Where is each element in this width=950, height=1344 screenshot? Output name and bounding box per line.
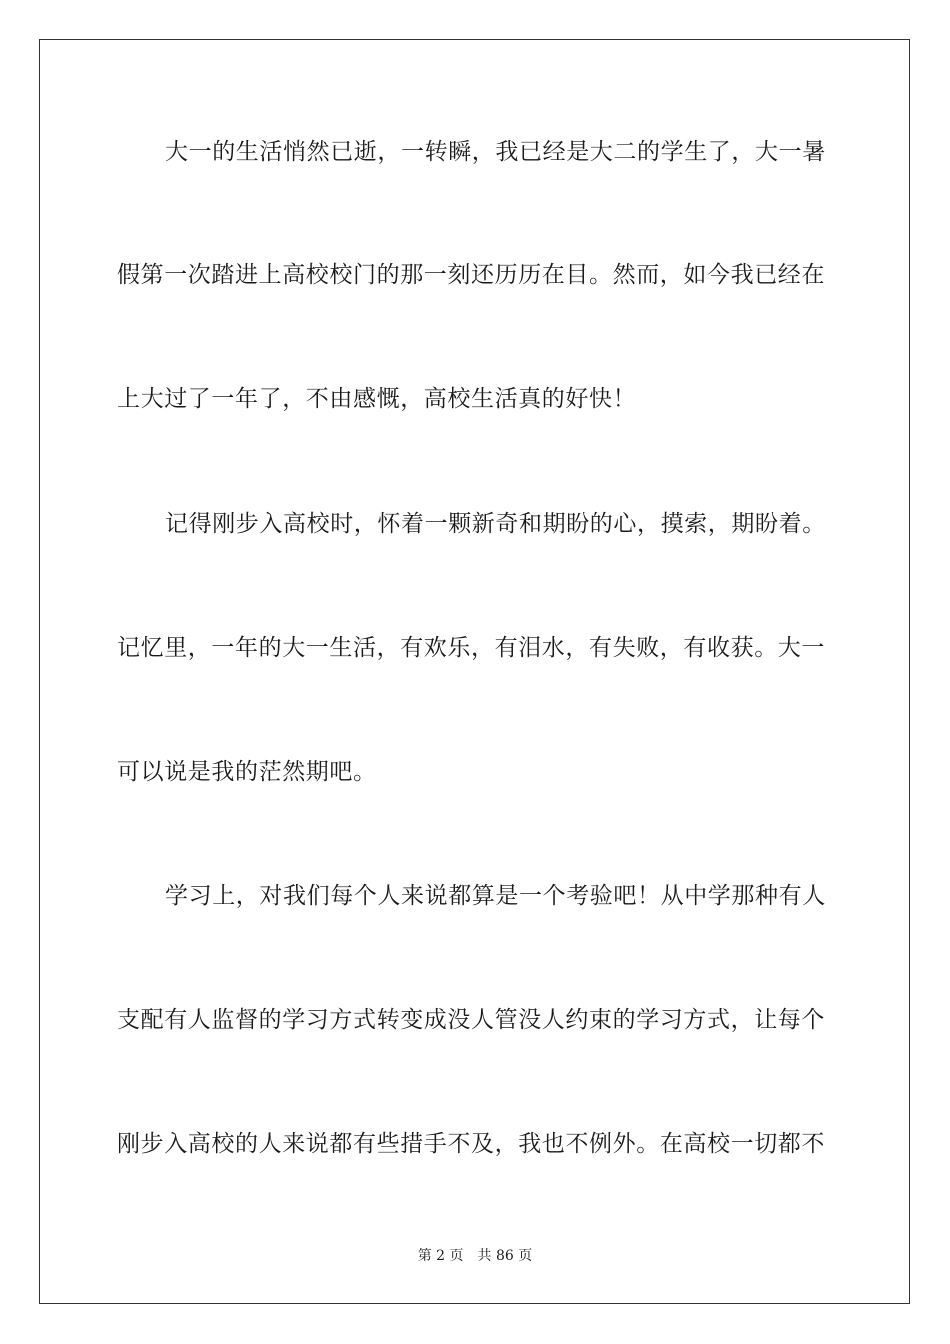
paragraph-3-line-1: 学习上，对我们每个人来说都算是一个考验吧！从中学那种有人 — [165, 883, 826, 909]
page-number: 第 2 页 — [417, 1248, 464, 1264]
paragraph-3-line-2: 支配有人监督的学习方式转变成没人管没人约束的学习方式，让每个 — [117, 1007, 825, 1033]
page-frame — [39, 39, 910, 1304]
paragraph-3-line-3: 刚步入高校的人来说都有些措手不及，我也不例外。在高校一切都不 — [117, 1131, 825, 1157]
paragraph-1-line-3: 上大过了一年了，不由感慨，高校生活真的好快！ — [117, 386, 637, 412]
paragraph-2-line-3: 可以说是我的茫然期吧。 — [117, 759, 377, 785]
paragraph-2-line-1: 记得刚步入高校时，怀着一颗新奇和期盼的心，摸索，期盼着。 — [165, 511, 826, 537]
paragraph-2-line-2: 记忆里，一年的大一生活，有欢乐，有泪水，有失败，有收获。大一 — [117, 635, 825, 661]
page-total: 共 86 页 — [477, 1248, 533, 1264]
paragraph-1-line-2: 假第一次踏进上高校校门的那一刻还历历在目。然而，如今我已经在 — [117, 262, 825, 288]
paragraph-1-line-1: 大一的生活悄然已逝，一转瞬，我已经是大二的学生了，大一暑 — [165, 139, 826, 165]
page-footer — [0, 1247, 950, 1265]
